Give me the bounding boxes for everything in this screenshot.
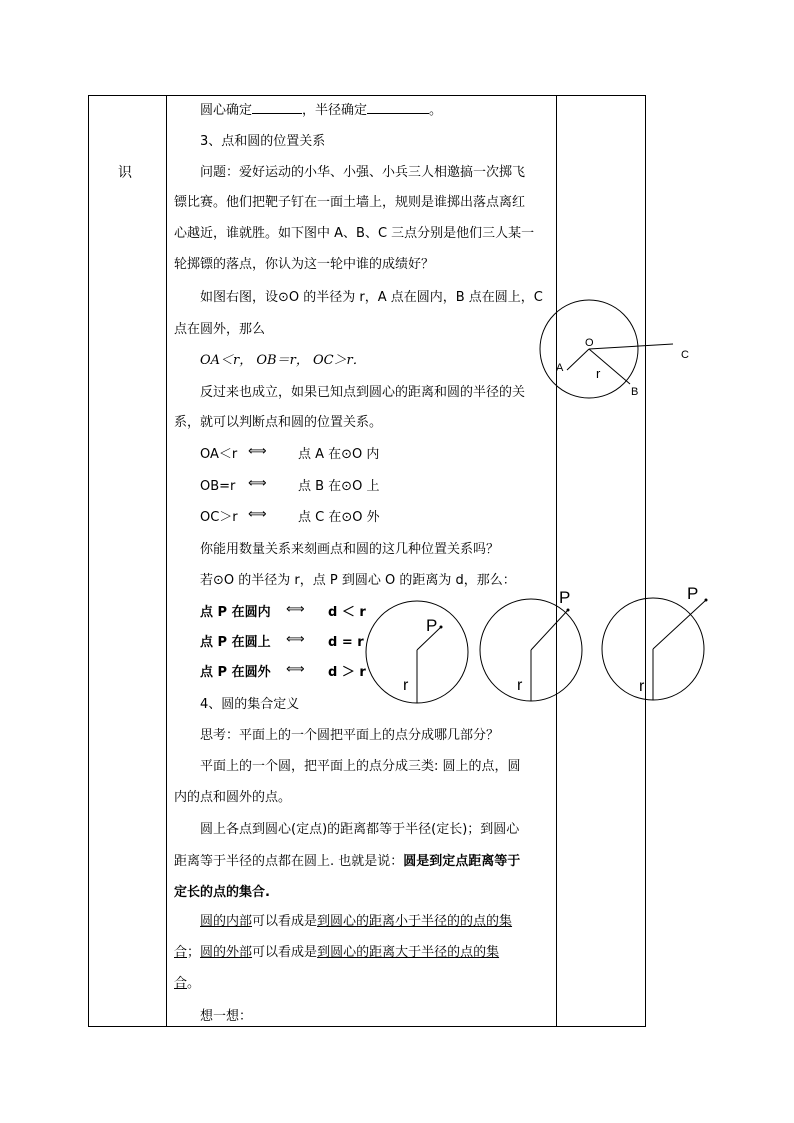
cond-1-right: 点 A 在⊙O 内 (298, 447, 380, 462)
reverse-line-2: 系，就可以判断点和圆的位置关系。 (174, 415, 383, 430)
label-b: B (631, 386, 639, 398)
label-p: P (687, 584, 699, 603)
set-line-1: 圆上各点到圆心(定点)的距离都等于半径(定长)；到圆心 (200, 822, 520, 837)
cond-2-right: 点 B 在⊙O 上 (298, 479, 380, 494)
interior-line-3: 合。 (174, 976, 201, 991)
label-p: P (426, 616, 438, 635)
cond-2-left: OB=r (200, 479, 236, 494)
problem-line-4: 轮掷镖的落点，你认为这一轮中谁的成绩好？ (174, 257, 435, 272)
column-divider-left (166, 95, 167, 1027)
equivalence-arrow-icon: ⟺ (286, 632, 305, 647)
figure-p-inside (360, 595, 480, 715)
equivalence-arrow-icon: ⟺ (286, 602, 305, 617)
label-r: r (517, 677, 523, 694)
point-p-on (567, 609, 570, 612)
p-inside-label: 点 P 在圆内 (200, 605, 271, 620)
heading-3: 3、点和圆的位置关系 (200, 134, 326, 149)
figure-p-on (476, 580, 596, 715)
figure-desc-2: 点在圆外，那么 (174, 322, 266, 337)
question-line: 你能用数量关系来刻画点和圆的这几种位置关系吗？ (200, 542, 500, 557)
interior-line-1: 圆的内部可以看成是到圆心的距离小于半径的的点的集 (200, 914, 513, 929)
definition-line: 若⊙O 的半径为 r，点 P 到圆心 O 的距离为 d，那么： (200, 573, 516, 588)
p-outside-label: 点 P 在圆外 (200, 665, 271, 680)
label-r: r (639, 678, 645, 695)
relation-line: OA＜r， OB＝r， OC＞r． (200, 353, 366, 368)
problem-line-3: 心越近，谁就胜。如下图中 A、B、C 三点分别是他们三人某一 (174, 226, 535, 241)
label-c: C (681, 349, 689, 361)
figure-points-circle (530, 300, 710, 410)
cond-1-left: OA＜r (200, 447, 238, 462)
cond-3-right: 点 C 在⊙O 外 (298, 510, 380, 525)
label-p: P (559, 588, 571, 607)
blank-center[interactable] (252, 113, 302, 114)
set-line-3: 定长的点的集合. (174, 885, 270, 900)
problem-line-2: 镖比赛。他们把靶子钉在一面土墙上，规则是谁掷出落点离红 (174, 195, 526, 210)
p-outside-relation: d ＞ r (328, 665, 366, 680)
side-label: 识 (118, 165, 132, 181)
answer-line-2: 内的点和圆外的点。 (174, 790, 292, 805)
point-p-inside (440, 626, 443, 629)
figure-p-outside (596, 580, 716, 715)
figure-desc-1: 如图右图，设⊙O 的半径为 r，A 点在圆内，B 点在圆上，C (200, 290, 543, 305)
reverse-line-1: 反过来也成立，如果已知点到圆心的距离和圆的半径的关 (200, 385, 526, 400)
set-line-2: 距离等于半径的点都在圆上. 也就是说：圆是到定点距离等于 (174, 854, 521, 869)
answer-line-1: 平面上的一个圆，把平面上的点分成三类: 圆上的点，圆 (200, 759, 521, 774)
label-o: O (585, 337, 594, 349)
segment-op-on (531, 610, 568, 650)
problem-line-1: 问题：爱好运动的小华、小强、小兵三人相邀搞一次掷飞 (200, 165, 526, 180)
equivalence-arrow-icon: ⟺ (248, 507, 267, 522)
cond-3-left: OC＞r (200, 510, 238, 525)
point-p-outside (705, 599, 708, 602)
equivalence-arrow-icon: ⟺ (248, 444, 267, 459)
heading-4: 4、圆的集合定义 (200, 697, 300, 712)
blank-line: 圆心确定 ，半径确定 。 (200, 103, 443, 118)
equivalence-arrow-icon: ⟺ (248, 476, 267, 491)
interior-line-2: 合；圆的外部可以看成是到圆心的距离大于半径的点的集 (174, 945, 500, 960)
label-a: A (556, 362, 564, 374)
label-r: r (403, 677, 409, 694)
segment-oc (589, 344, 673, 349)
p-on-label: 点 P 在圆上 (200, 635, 271, 650)
think-line: 思考：平面上的一个圆把平面上的点分成哪几部分？ (200, 728, 500, 743)
label-r: r (596, 366, 601, 381)
p-on-relation: d = r (328, 635, 364, 650)
segment-oa (567, 349, 589, 370)
equivalence-arrow-icon: ⟺ (286, 662, 305, 677)
column-divider-right (556, 95, 557, 1027)
think-again-line: 想一想： (200, 1009, 253, 1024)
p-inside-relation: d ＜ r (328, 605, 366, 620)
blank-radius[interactable] (367, 113, 429, 114)
